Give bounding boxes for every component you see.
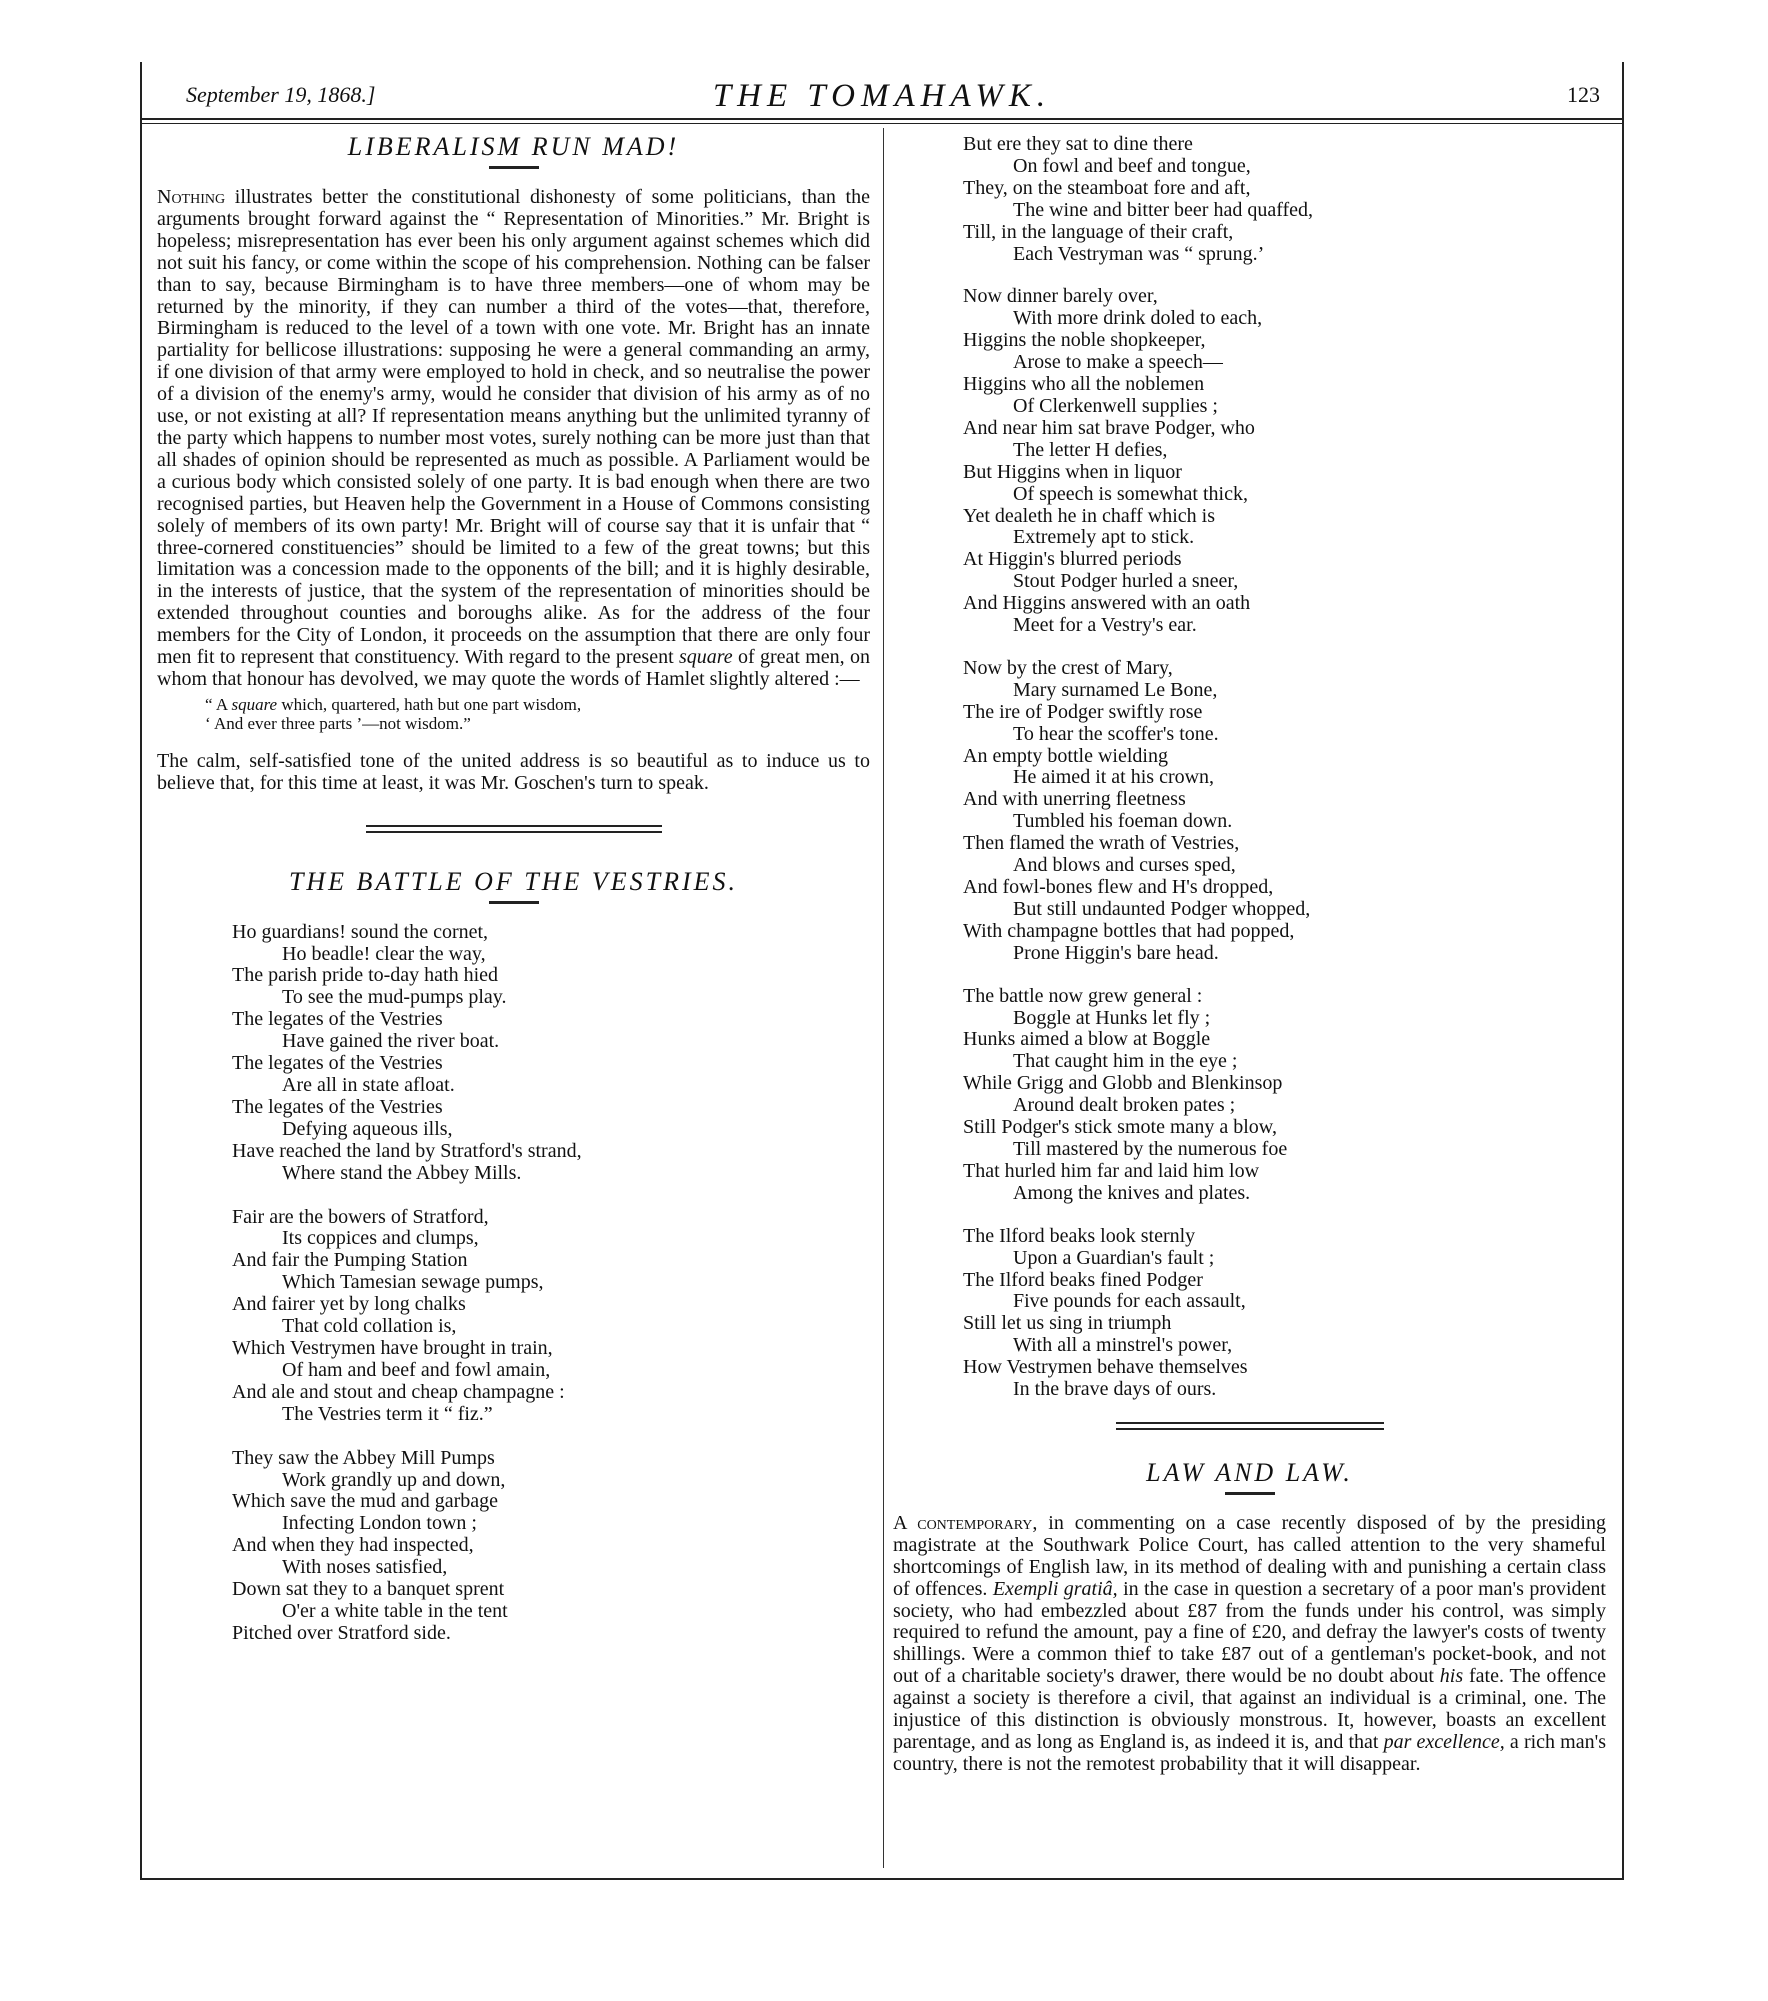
poem-right-part [893,134,1606,1401]
poem-line: To see the mud-pumps play. [282,986,507,1009]
poem-line: But ere they sat to dine there [963,133,1193,155]
poem-line: Are all in state afloat. [282,1074,455,1096]
poem-stanza [232,1448,870,1645]
article-law [893,1513,1606,1776]
poem-line: That caught him in the eye ; [1013,1050,1238,1073]
poem-line: Upon a Guardian's fault ; [1013,1246,1215,1269]
poem-left-part [157,922,870,1645]
poem-line: Still let us sing in triumph [963,1312,1172,1335]
poem-line: The letter H defies, [1013,438,1168,461]
italic-phrase: Exempli gratiâ, [992,1577,1118,1600]
section-separator [1116,1422,1384,1430]
poem-stanza [232,922,870,1185]
poem-line: The Ilford beaks look sternly [963,1224,1196,1247]
column-divider [883,128,884,1868]
poem-line: Of speech is somewhat thick, [1013,482,1248,505]
poem-line: O'er a white table in the tent [282,1599,508,1622]
italic-phrase: par excellence, [1383,1731,1505,1753]
poem-line: At Higgin's blurred periods [963,548,1182,571]
article-liberalism [157,187,870,795]
poem-line: And blows and curses sped, [1013,854,1236,877]
poem-line: Each Vestryman was “ sprung.’ [1013,242,1265,265]
article-closing: The calm, self-satisfied tone of the united address is so beautiful as to induce us to believe that, for this time at least, it was Mr. Goschen's turn to speak. [157,749,870,794]
poem-line: Still Podger's stick smote many a blow, [963,1116,1277,1139]
poem-line: An empty bottle wielding [963,744,1168,767]
quote-line: ‘ And ever three parts ’—not wisdom.” [205,713,471,733]
poem-line: The wine and bitter beer had quaffed, [1013,198,1314,221]
poem-line: Prone Higgin's bare head. [1013,941,1219,964]
poem-line: To hear the scoffer's tone. [1013,722,1219,745]
poem-line: Down sat they to a banquet sprent [232,1578,505,1601]
poem-line: The legates of the Vestries [232,1052,443,1075]
header-rule-thin [140,123,1624,124]
poem-stanza [963,658,1606,965]
heading-underline [489,901,539,904]
poem-line: Till mastered by the numerous foe [1013,1137,1288,1160]
poem-line: The legates of the Vestries [232,1008,443,1031]
poem-line: The Ilford beaks fined Podger [963,1268,1203,1291]
poem-line: Now by the crest of Mary, [963,656,1173,679]
quote-line [205,695,870,714]
poem-line: Till, in the language of their craft, [963,220,1234,243]
poem-line: Have reached the land by Stratford's strand, [232,1139,582,1162]
poem-line: The parish pride to-day hath hied [232,964,499,987]
poem-line: Where stand the Abbey Mills. [282,1161,522,1184]
page-border-left [140,62,142,1880]
paragraph-text: in the case in question a secretary of a poor man's provident society, who had embezzled about £87 from the funds under his control, was simply required to refund the amount, pay a fine of £20, and defray the lawyer's costs of twenty shillings. Were a common thief to take £87 out of a gentleman's pocket-book, and not out of a charitable society's drawer, there would be no doubt about [893,1577,1606,1688]
quote-line1-rest: which, quartered, hath but one part wisdom, [277,694,582,714]
poem-line: Arose to make a speech— [1013,351,1223,374]
poem-line: Now dinner barely over, [963,285,1158,308]
poem-line: Fair are the bowers of Stratford, [232,1205,489,1228]
poem-line: Of Clerkenwell supplies ; [1013,394,1218,417]
right-column [893,134,1606,1776]
poem-line: Then flamed the wrath of Vestries, [963,832,1240,855]
italic-word: his [1439,1665,1464,1688]
italic-word: square [678,646,733,669]
poem-line: With noses satisfied, [282,1556,448,1579]
poem-line: Tumbled his foeman down. [1013,810,1233,833]
issue-date: September 19, 1868.] [186,82,376,107]
poem-line: He aimed it at his crown, [1013,766,1215,789]
poem-line: Among the knives and plates. [1013,1181,1251,1204]
poem-line: Boggle at Hunks let fly ; [1013,1006,1211,1029]
poem-line: Ho guardians! sound the cornet, [232,920,489,943]
poem-line: Work grandly up and down, [282,1468,506,1491]
poem-line: And ale and stout and cheap champagne : [232,1380,565,1403]
page-border-right [1622,62,1624,1880]
heading-underline [489,166,539,169]
poem-stanza [963,986,1606,1205]
poem-line: And when they had inspected, [232,1534,474,1557]
poem-line: With all a minstrel's power, [1013,1334,1233,1357]
poem-line: In the brave days of ours. [1013,1378,1217,1401]
poem-line: The battle now grew general : [963,984,1203,1007]
page-border-bottom [140,1878,1624,1880]
poem-line: Around dealt broken pates ; [1013,1094,1236,1117]
quote-italic: square [231,694,278,714]
poem-line: Of ham and beef and fowl amain, [282,1358,551,1381]
poem-line: On fowl and beef and tongue, [1013,154,1251,177]
poem-line: Ho beadle! clear the way, [282,942,486,965]
poem-line: With more drink doled to each, [1013,307,1263,330]
page-number: 123 [1567,82,1600,107]
poem-line: And near him sat brave Podger, who [963,416,1255,439]
article-paragraph [157,187,870,691]
page-header [140,78,1624,118]
article-heading-law: LAW AND LAW. [1146,1457,1353,1487]
lead-word: A contemporary, [893,1511,1038,1534]
poem-line: And Higgins answered with an oath [963,592,1251,615]
poem-line: The legates of the Vestries [232,1095,443,1118]
poem-line: Which save the mud and garbage [232,1490,499,1513]
poem-line: Hunks aimed a blow at Boggle [963,1028,1211,1051]
poem-line: The Vestries term it “ fiz.” [282,1402,493,1425]
poem-line: Higgins who all the noblemen [963,373,1205,396]
poem-line: Infecting London town ; [282,1512,477,1535]
lead-word: Nothing [157,186,226,208]
poem-line: How Vestrymen behave themselves [963,1356,1248,1379]
poem-line: Yet dealeth he in chaff which is [963,504,1215,527]
poem-line: The ire of Podger swiftly rose [963,700,1203,723]
paragraph-text: a rich man's country, there is not the remotest probability that it will disappear. [893,1731,1606,1775]
section-separator [366,825,662,833]
poem-stanza [963,134,1606,265]
poem-line: Have gained the river boat. [282,1030,500,1053]
poem-line: Meet for a Vestry's ear. [1013,614,1197,637]
poem-line: But Higgins when in liquor [963,460,1182,483]
poem-line: Which Vestrymen have brought in train, [232,1336,553,1359]
poem-stanza [232,1207,870,1426]
paragraph-tail: of great men, on whom that honour has devolved, we may quote the words of Hamlet slightly altered :— [157,646,870,690]
paragraph-body: illustrates better the constitutional dishonesty of some politicians, than the arguments brought forward against the “ Representation of Minorities.” Mr. Bright is hopeless; misrepresentation has ever been his only argument against schemes which did not suit his fancy, or come within the scope of his comprehension. Nothing can be falser than to say, because Birmingham is to have three members—one of whom may be returned by the minority, if they can number a third of the votes—that, therefore, Birmingham is reduced to the level of a town with one vote. Mr. Bright has an innate partiality for bellicose illustrations: supposing he were a general commanding an army, if one division of that army were employed to hold in check, and so neutralise the power of a division of the enemy's army, would he consider that division of his army as of no use, or not existing at all? If representation means anything but the unlimited tyranny of the party which happens to number most votes, surely nothing can be more just than that all shades of opinion should be represented as much as possible. A Parliament would be a curious body which consisted solely of one party. It is bad enough when there are two recognised parties, but Heaven help the Government in a House of Commons consisting solely of members of its own party! Mr. Bright will of course say that it is unfair that “ three-cornered constituencies” should be limited to a few of the great towns; but this limitation was a concession made to the opponents of the bill; and it is highly desirable, in the interests of justice, that the system of the representation of minorities should be extended throughout counties and boroughs alike. As for the address of the four members for the City of London, it proceeds on the assumption that there are only four men fit to represent that constituency. With regard to the present [157,186,870,669]
paragraph-text: in commenting on a case recently disposed of by the presiding magistrate at the Southwark Police Court, has called attention to the very shameful shortcomings of English law, in its method of dealing with and punishing a certain class of offences. [893,1511,1606,1600]
poem-line: But still undaunted Podger whopped, [1013,897,1311,920]
heading-underline [1225,1492,1275,1495]
paragraph-text: fate. The offence against a society is therefore a civil, that against an individual is a criminal, one. The injustice of this distinction is obviously monstrous. It, however, boasts an excellent parentage, and as long as England is, as indeed it is, and that [893,1665,1606,1753]
poem-line: Mary surnamed Le Bone, [1013,678,1218,701]
poem-line: Pitched over Stratford side. [232,1621,451,1644]
poem-line: They saw the Abbey Mill Pumps [232,1446,495,1469]
poem-line: And fairer yet by long chalks [232,1293,466,1316]
poem-line: They, on the steamboat fore and aft, [963,176,1251,199]
poem-line: And fair the Pumping Station [232,1249,468,1272]
poem-line: Higgins the noble shopkeeper, [963,329,1206,352]
poem-line: Defying aqueous ills, [282,1117,453,1140]
poem-stanza [963,1226,1606,1401]
header-rule [140,118,1624,120]
hamlet-quote [157,695,870,733]
masthead-title: THE TOMAHAWK. [712,78,1052,114]
poem-line: Extremely apt to stick. [1013,526,1195,549]
article-heading-liberalism: LIBERALISM RUN MAD! [347,132,680,161]
poem-line: That cold collation is, [282,1315,457,1338]
poem-line: And with unerring fleetness [963,788,1186,811]
poem-line: With champagne bottles that had popped, [963,919,1295,942]
quote-open: “ A [205,694,232,714]
poem-line: Which Tamesian sewage pumps, [282,1271,544,1294]
poem-line: Its coppices and clumps, [282,1227,479,1250]
poem-heading: THE BATTLE OF THE VESTRIES. [288,866,739,896]
poem-stanza [963,286,1606,637]
article-paragraph [893,1513,1606,1776]
poem-line: Five pounds for each assault, [1013,1290,1246,1313]
left-column [157,132,870,1667]
poem-line: While Grigg and Globb and Blenkinsop [963,1072,1283,1095]
poem-line: That hurled him far and laid him low [963,1159,1260,1182]
poem-line: Stout Podger hurled a sneer, [1013,570,1239,593]
poem-line: And fowl-bones flew and H's dropped, [963,876,1274,898]
